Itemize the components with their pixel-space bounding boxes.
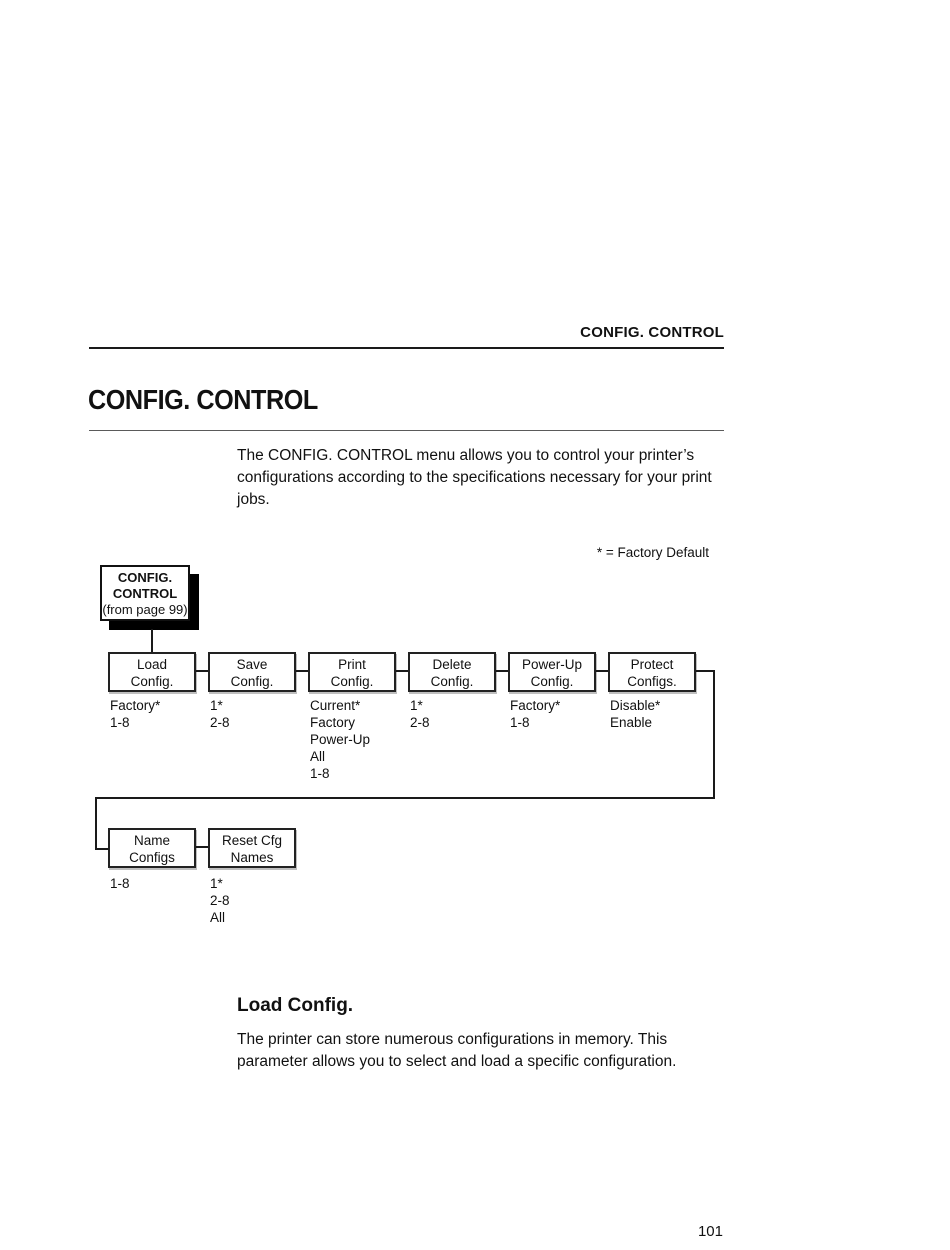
- menu-box-delete-config: [408, 652, 496, 692]
- menu-box-label: Protect: [630, 657, 674, 672]
- menu-option: Factory*: [110, 698, 161, 713]
- title-rule: [89, 430, 724, 431]
- menu-box-label: Names: [230, 850, 274, 865]
- page-title: CONFIG. CONTROL: [88, 384, 318, 415]
- menu-option: 1-8: [510, 715, 530, 730]
- menu-options-delete-config: [410, 697, 430, 731]
- connector-between-boxes: [296, 670, 308, 672]
- menu-box-load-config: [108, 652, 196, 692]
- connector-root-to-row1: [151, 629, 153, 652]
- connector-between-boxes: [596, 670, 608, 672]
- menu-option: 1-8: [310, 766, 330, 781]
- menu-option: Current*: [310, 698, 361, 713]
- connector-between-boxes: [196, 670, 208, 672]
- menu-options-save-config: [210, 697, 230, 731]
- menu-box-label: Config.: [130, 674, 174, 689]
- root-box-label-line3: (from page 99): [102, 602, 188, 617]
- header-rule: [89, 347, 724, 349]
- menu-box-label: Configs.: [627, 674, 677, 689]
- menu-option: Factory*: [510, 698, 561, 713]
- menu-box-name-configs: [108, 828, 196, 868]
- section-heading: Load Config.: [237, 995, 354, 1016]
- menu-box-label: Config.: [530, 674, 574, 689]
- connector-wrap-segment-left-vertical: [95, 797, 97, 850]
- intro-paragraph: The CONFIG. CONTROL menu allows you to control your printer’s configurations according to the specifications necessary for your print jobs.: [237, 447, 712, 508]
- menu-option: All: [310, 749, 326, 764]
- menu-option: Factory: [310, 715, 356, 730]
- menu-options-print-config: [310, 697, 370, 782]
- menu-box-save-config: [208, 652, 296, 692]
- menu-option: 2-8: [410, 715, 430, 730]
- menu-box-label: Name: [133, 833, 170, 848]
- menu-box-print-config: [308, 652, 396, 692]
- connector-between-boxes: [196, 846, 208, 848]
- menu-box-label: Config.: [230, 674, 274, 689]
- menu-option: 1-8: [110, 715, 130, 730]
- menu-options-reset-cfg-names: [210, 875, 230, 926]
- menu-box-label: Delete: [432, 657, 472, 672]
- menu-box-reset-cfg-names: [208, 828, 296, 868]
- root-box-label-line1: CONFIG.: [117, 570, 173, 585]
- menu-box-label: Reset Cfg: [221, 833, 283, 848]
- menu-options-protect-configs: [610, 697, 660, 731]
- menu-option: 1*: [410, 698, 423, 713]
- menu-option: 1*: [210, 876, 223, 891]
- menu-box-label: Config.: [330, 674, 374, 689]
- connector-wrap-segment-left-stub: [95, 848, 109, 850]
- menu-option: 1-8: [110, 876, 130, 891]
- menu-options-name-configs: [110, 875, 130, 892]
- connector-wrap-segment-horizontal: [95, 797, 715, 799]
- menu-box-label: Load: [136, 657, 168, 672]
- root-box-config-control: [100, 565, 190, 621]
- running-header: CONFIG. CONTROL: [580, 324, 724, 341]
- menu-box-label: Save: [236, 657, 268, 672]
- menu-option: Power-Up: [310, 732, 371, 747]
- menu-box-label: Power-Up: [521, 657, 583, 672]
- connector-between-boxes: [396, 670, 408, 672]
- page-number: 101: [697, 1223, 723, 1240]
- menu-option: 2-8: [210, 893, 230, 908]
- menu-box-protect-configs: [608, 652, 696, 692]
- menu-option: 2-8: [210, 715, 230, 730]
- menu-box-power-up-config: [508, 652, 596, 692]
- menu-options-load-config: [110, 697, 160, 731]
- menu-box-label: Config.: [430, 674, 474, 689]
- menu-option: Enable: [610, 715, 653, 730]
- root-box-label-line2: CONTROL: [112, 586, 178, 601]
- menu-options-power-up-config: [510, 697, 560, 731]
- menu-option: 1*: [210, 698, 223, 713]
- menu-box-label: Print: [338, 657, 366, 672]
- menu-box-label: Configs: [129, 850, 175, 865]
- connector-between-boxes: [496, 670, 508, 672]
- factory-default-note: * = Factory Default: [596, 545, 709, 560]
- section-paragraph: The printer can store numerous configurations in memory. This parameter allows you to select and load a specific configuration.: [237, 1031, 677, 1070]
- connector-wrap-segment-right-vertical: [713, 670, 715, 799]
- menu-option: Disable*: [610, 698, 661, 713]
- menu-option: All: [210, 910, 226, 925]
